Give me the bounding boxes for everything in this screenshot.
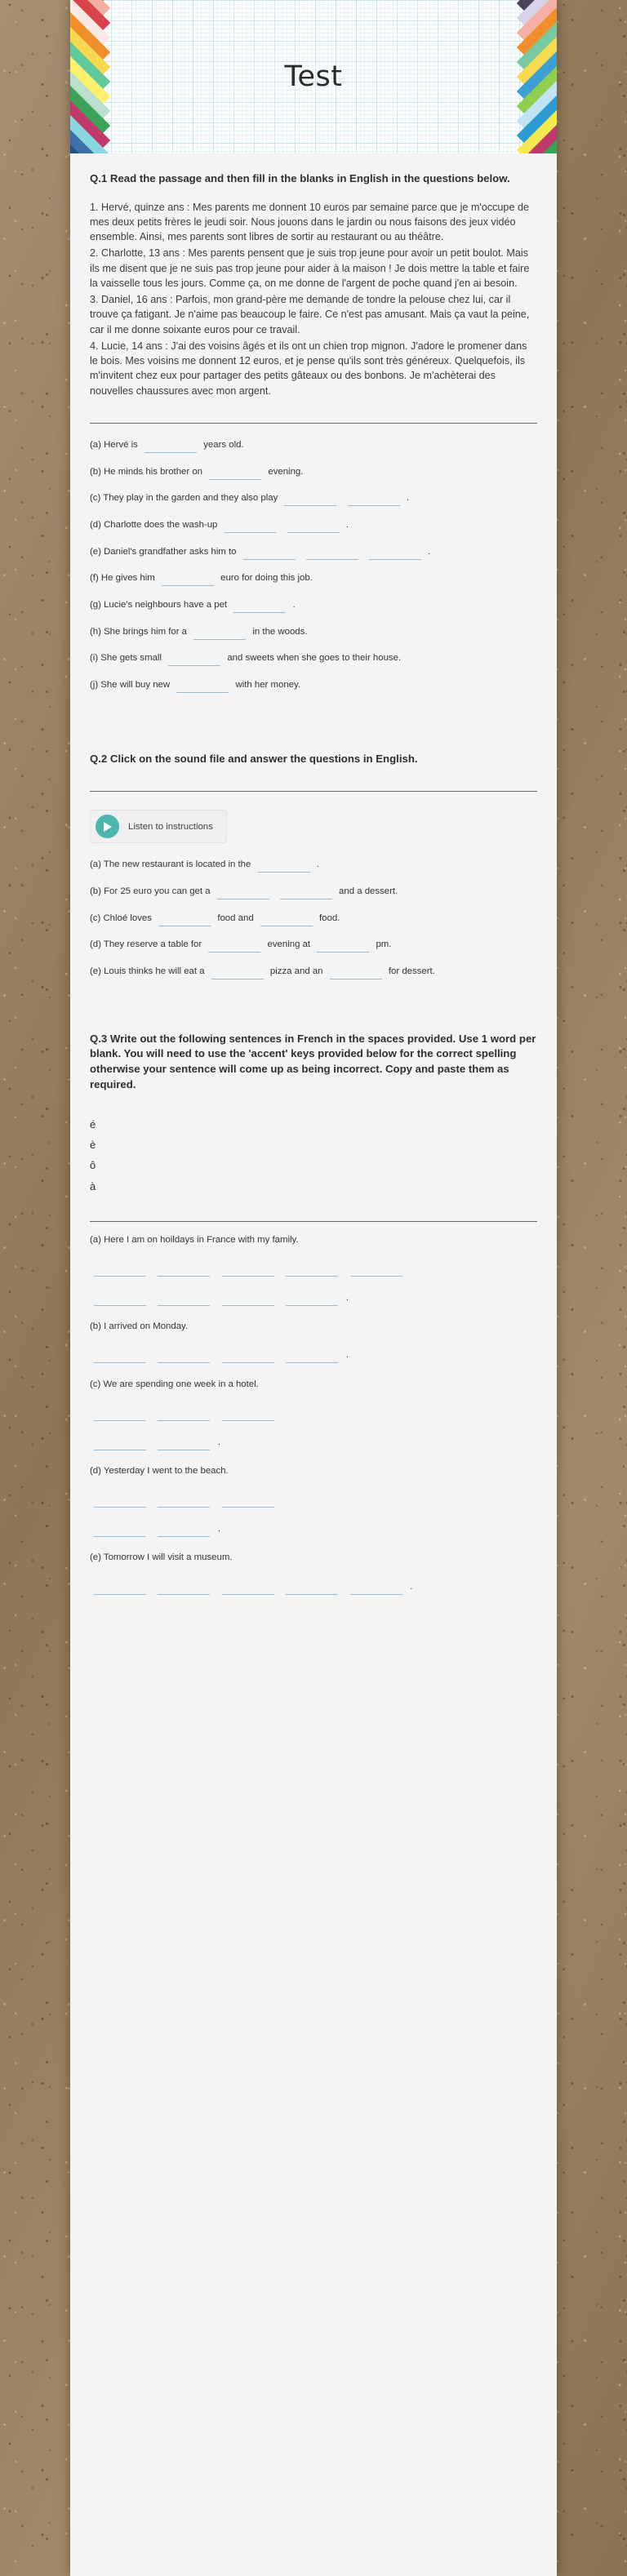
passage-paragraph: 1. Hervé, quinze ans : Mes parents me donnent 10 euros par semaine parce que je m'occupe de mes deux petits frères le jeudi soir. Nous jouons dans le jardin ou nous faisons des jeux vidéo ensemble. Ainsi, mes parents sont libres de sortir au restaurant ou au théâtre. — [90, 201, 529, 243]
q3-a-r2-blank-3[interactable] — [222, 1294, 274, 1306]
page-title: Test — [284, 60, 343, 93]
q1-item-b — [90, 462, 537, 483]
q1-j-blank-1[interactable] — [176, 681, 229, 693]
q1-item-i-prefix: (i) She gets small — [90, 653, 162, 664]
q2-heading: Q.2 Click on the sound file and answer the questions in English. — [90, 752, 418, 765]
title-container — [70, 0, 557, 153]
q1-item-f — [90, 568, 537, 589]
q1-divider — [90, 423, 537, 424]
q3-a-r1-blank-5[interactable] — [350, 1264, 402, 1277]
q1-answer-list — [90, 435, 537, 696]
q2-answer-list — [90, 855, 537, 982]
q3-b-period: . — [345, 1350, 349, 1361]
q2-item-d-middle: evening at — [267, 939, 311, 950]
q2-e-blank-1[interactable] — [211, 967, 264, 979]
q2-item-a-prefix: (a) The new restaurant is located in the — [90, 859, 251, 870]
q3-d-r2-blank-1[interactable] — [94, 1525, 146, 1537]
q1-item-e-suffix: . — [428, 546, 431, 557]
q1-item-j-prefix: (j) She will buy new — [90, 679, 171, 690]
q3-a-r1-blank-2[interactable] — [158, 1264, 210, 1277]
q2-item-a-suffix: . — [316, 859, 319, 870]
q1-f-blank-1[interactable] — [162, 574, 214, 586]
accent-key-e-acute[interactable]: é — [90, 1117, 96, 1130]
q1-item-f-suffix: euro for doing this job. — [220, 573, 313, 584]
audio-player-button[interactable] — [90, 810, 227, 843]
q3-item-e — [90, 1551, 537, 1596]
q3-d-r2-blank-2[interactable] — [158, 1525, 210, 1537]
q2-item-c-middle: food and — [217, 913, 254, 923]
q3-e-r1-blank-2[interactable] — [158, 1583, 210, 1595]
q2-item-e — [90, 962, 537, 983]
q3-d-r1-blank-2[interactable] — [158, 1495, 210, 1508]
q3-e-r1-blank-4[interactable] — [286, 1583, 338, 1595]
q3-a-row-2 — [90, 1286, 537, 1308]
q3-a-r2-blank-2[interactable] — [158, 1294, 210, 1306]
worksheet-content — [70, 153, 557, 1641]
q1-item-a-suffix: years old. — [203, 439, 244, 450]
q3-item-e-sentence: (e) Tomorrow I will visit a museum. — [90, 1552, 233, 1563]
q3-b-row-1 — [90, 1344, 537, 1365]
q1-item-e — [90, 542, 537, 563]
q3-item-c-sentence: (c) We are spending one week in a hotel. — [90, 1379, 259, 1389]
q1-b-blank-1[interactable] — [209, 468, 261, 480]
q3-a-r1-blank-4[interactable] — [286, 1264, 338, 1277]
passage-paragraph: 4. Lucie, 14 ans : J'ai des voisins âgés et ils ont un chien trop mignon. J'adore le promener dans le bois. Mes voisins me donnent 12 euros, et je pense qu'ils sont très généreux. Quelquefois, ils m'invitent chez eux pour partager des petits gâteaux ou des bonbons. Je m'achèterai des nouvelles chaussures avec mon argent. — [90, 340, 527, 397]
q2-item-c-prefix: (c) Chloé loves — [90, 913, 152, 923]
q1-d-blank-1[interactable] — [225, 521, 277, 533]
q3-item-d-sentence: (d) Yesterday I went to the beach. — [90, 1466, 229, 1477]
q1-e-blank-1[interactable] — [243, 548, 296, 560]
q3-d-period: . — [217, 1523, 221, 1534]
q1-item-h-suffix: in the woods. — [252, 626, 308, 637]
q3-item-c — [90, 1378, 537, 1451]
q3-d-row-1 — [90, 1488, 537, 1509]
q3-c-row-1 — [90, 1401, 537, 1423]
q3-item-a — [90, 1233, 537, 1307]
q3-item-a-sentence: (a) Here I am on hoildays in France with my family. — [90, 1234, 299, 1245]
q1-h-blank-1[interactable] — [193, 628, 246, 640]
q2-d-blank-2[interactable] — [317, 940, 369, 953]
q2-item-d — [90, 935, 537, 956]
passage-paragraph: 2. Charlotte, 13 ans : Mes parents pensent que je suis trop jeune pour avoir un petit boulot. Mais ils me disent que je ne suis pas trop jeune pour aider à la maison ! Je dois mettre la table et faire la vaisselle tous les jours. Comme ça, on me donne de l'argent de poche quand j'en ai besoin. — [90, 247, 530, 289]
q1-item-f-prefix: (f) He gives him — [90, 573, 155, 584]
worksheet-page — [70, 0, 557, 2576]
q1-item-h-prefix: (h) She brings him for a — [90, 626, 188, 637]
q3-c-r2-blank-1[interactable] — [94, 1438, 146, 1450]
accent-key-a-grave[interactable]: à — [90, 1179, 96, 1193]
q2-c-blank-2[interactable] — [260, 914, 313, 926]
q3-d-r1-blank-1[interactable] — [94, 1495, 146, 1508]
q1-item-e-prefix: (e) Daniel's grandfather asks him to — [90, 546, 237, 557]
passage-paragraph: 3. Daniel, 16 ans : Parfois, mon grand-père me demande de tondre la pelouse chez lui, car il trouve ça fatigant. Je n'aime pas beaucoup le faire. Ce n'est pas amusant. Mais ça vaut la peine, car il me donne soixante euros pour ce travail. — [90, 294, 530, 335]
page-header — [70, 0, 557, 153]
q3-answer-list — [90, 1233, 537, 1596]
q1-item-j-suffix: with her money. — [235, 679, 301, 690]
q3-item-b-sentence: (b) I arrived on Monday. — [90, 1321, 189, 1332]
q2-item-e-prefix: (e) Louis thinks he will eat a — [90, 966, 205, 976]
q3-e-r1-blank-1[interactable] — [94, 1583, 146, 1595]
q3-b-r1-blank-2[interactable] — [158, 1351, 210, 1363]
q1-g-blank-1[interactable] — [233, 601, 286, 613]
q1-item-j — [90, 675, 537, 696]
q2-b-blank-2[interactable] — [280, 887, 332, 899]
q3-e-r1-blank-5[interactable] — [350, 1583, 402, 1595]
q1-item-h — [90, 622, 537, 643]
audio-player-label: Listen to instructions — [128, 821, 213, 832]
q3-a-r2-blank-4[interactable] — [286, 1294, 338, 1306]
q3-c-r2-blank-2[interactable] — [158, 1438, 210, 1450]
q2-item-d-suffix: pm. — [376, 939, 392, 950]
q3-c-r1-blank-2[interactable] — [158, 1409, 210, 1421]
q3-c-r1-blank-1[interactable] — [94, 1409, 146, 1421]
q1-item-g-suffix: . — [292, 599, 296, 610]
q1-item-d-prefix: (d) Charlotte does the wash-up — [90, 519, 218, 530]
q3-e-period: . — [410, 1581, 413, 1592]
q3-a-r1-blank-1[interactable] — [94, 1264, 146, 1277]
q3-d-row-2 — [90, 1517, 537, 1539]
q1-e-blank-2[interactable] — [306, 548, 358, 560]
q1-item-b-prefix: (b) He minds his brother on — [90, 466, 203, 477]
q3-a-r1-blank-3[interactable] — [222, 1264, 274, 1277]
q3-c-row-2 — [90, 1431, 537, 1452]
q1-item-a — [90, 435, 537, 456]
q3-d-r1-blank-3[interactable] — [222, 1495, 274, 1508]
q3-item-d — [90, 1464, 537, 1538]
accent-key-e-grave[interactable]: è — [90, 1138, 96, 1151]
q3-heading: Q.3 Write out the following sentences in French in the spaces provided. Use 1 word per blank. You will need to use the 'accent' keys provided below for the correct spelling otherwise your sentence will come up as being incorrect. Copy and paste them as required. — [90, 1032, 536, 1090]
q1-item-d — [90, 515, 537, 536]
q3-a-r2-blank-1[interactable] — [94, 1294, 146, 1306]
q3-c-r1-blank-3[interactable] — [222, 1409, 274, 1421]
q2-item-a — [90, 855, 537, 876]
q1-i-blank-1[interactable] — [168, 654, 220, 666]
q1-item-i — [90, 648, 537, 669]
q2-item-b-prefix: (b) For 25 euro you can get a — [90, 886, 211, 896]
accent-key-o-circumflex[interactable]: ô — [90, 1159, 96, 1172]
q2-item-b — [90, 882, 537, 903]
q1-a-blank-1[interactable] — [145, 441, 197, 453]
q3-e-r1-blank-3[interactable] — [222, 1583, 274, 1595]
q2-e-blank-2[interactable] — [330, 967, 382, 979]
q1-item-d-suffix: . — [345, 519, 349, 530]
q2-a-blank-1[interactable] — [258, 860, 310, 873]
q1-item-a-prefix: (a) Hervé is — [90, 439, 138, 450]
q2-c-blank-1[interactable] — [158, 914, 211, 926]
q1-item-g — [90, 595, 537, 616]
q2-item-c-suffix: food. — [319, 913, 340, 923]
q3-c-period: . — [217, 1437, 221, 1447]
q3-b-r1-blank-1[interactable] — [94, 1351, 146, 1363]
q1-item-c-suffix: . — [406, 493, 409, 504]
q1-e-blank-3[interactable] — [369, 548, 421, 560]
q3-e-row-1 — [90, 1575, 537, 1597]
q3-divider — [90, 1221, 537, 1222]
q1-item-c — [90, 488, 537, 509]
play-icon[interactable] — [96, 815, 119, 838]
q3-item-b — [90, 1320, 537, 1365]
q1-c-blank-2[interactable] — [348, 494, 400, 506]
q2-item-c — [90, 908, 537, 930]
q1-item-i-suffix: and sweets when she goes to their house. — [227, 653, 402, 664]
q1-c-blank-1[interactable] — [284, 494, 336, 506]
q2-item-d-prefix: (d) They reserve a table for — [90, 939, 202, 950]
q3-a-period: . — [345, 1292, 349, 1303]
q1-item-c-prefix: (c) They play in the garden and they also play — [90, 493, 278, 504]
q1-passage — [90, 200, 537, 398]
q1-item-g-prefix: (g) Lucie's neighbours have a pet — [90, 599, 228, 610]
q1-item-b-suffix: evening. — [268, 466, 304, 477]
q3-a-row-1 — [90, 1257, 537, 1278]
q2-item-e-middle: pizza and an — [269, 966, 323, 976]
q2-divider — [90, 791, 537, 792]
q2-d-blank-1[interactable] — [208, 940, 260, 953]
q2-b-blank-1[interactable] — [217, 887, 269, 899]
q2-item-b-suffix: and a dessert. — [339, 886, 398, 896]
q2-item-e-suffix: for dessert. — [388, 966, 435, 976]
q1-d-blank-2[interactable] — [287, 521, 340, 533]
q1-heading: Q.1 Read the passage and then fill in the blanks in English in the questions below. — [90, 172, 510, 184]
accent-key-list — [90, 1114, 537, 1197]
q3-b-r1-blank-4[interactable] — [286, 1351, 338, 1363]
q3-b-r1-blank-3[interactable] — [222, 1351, 274, 1363]
